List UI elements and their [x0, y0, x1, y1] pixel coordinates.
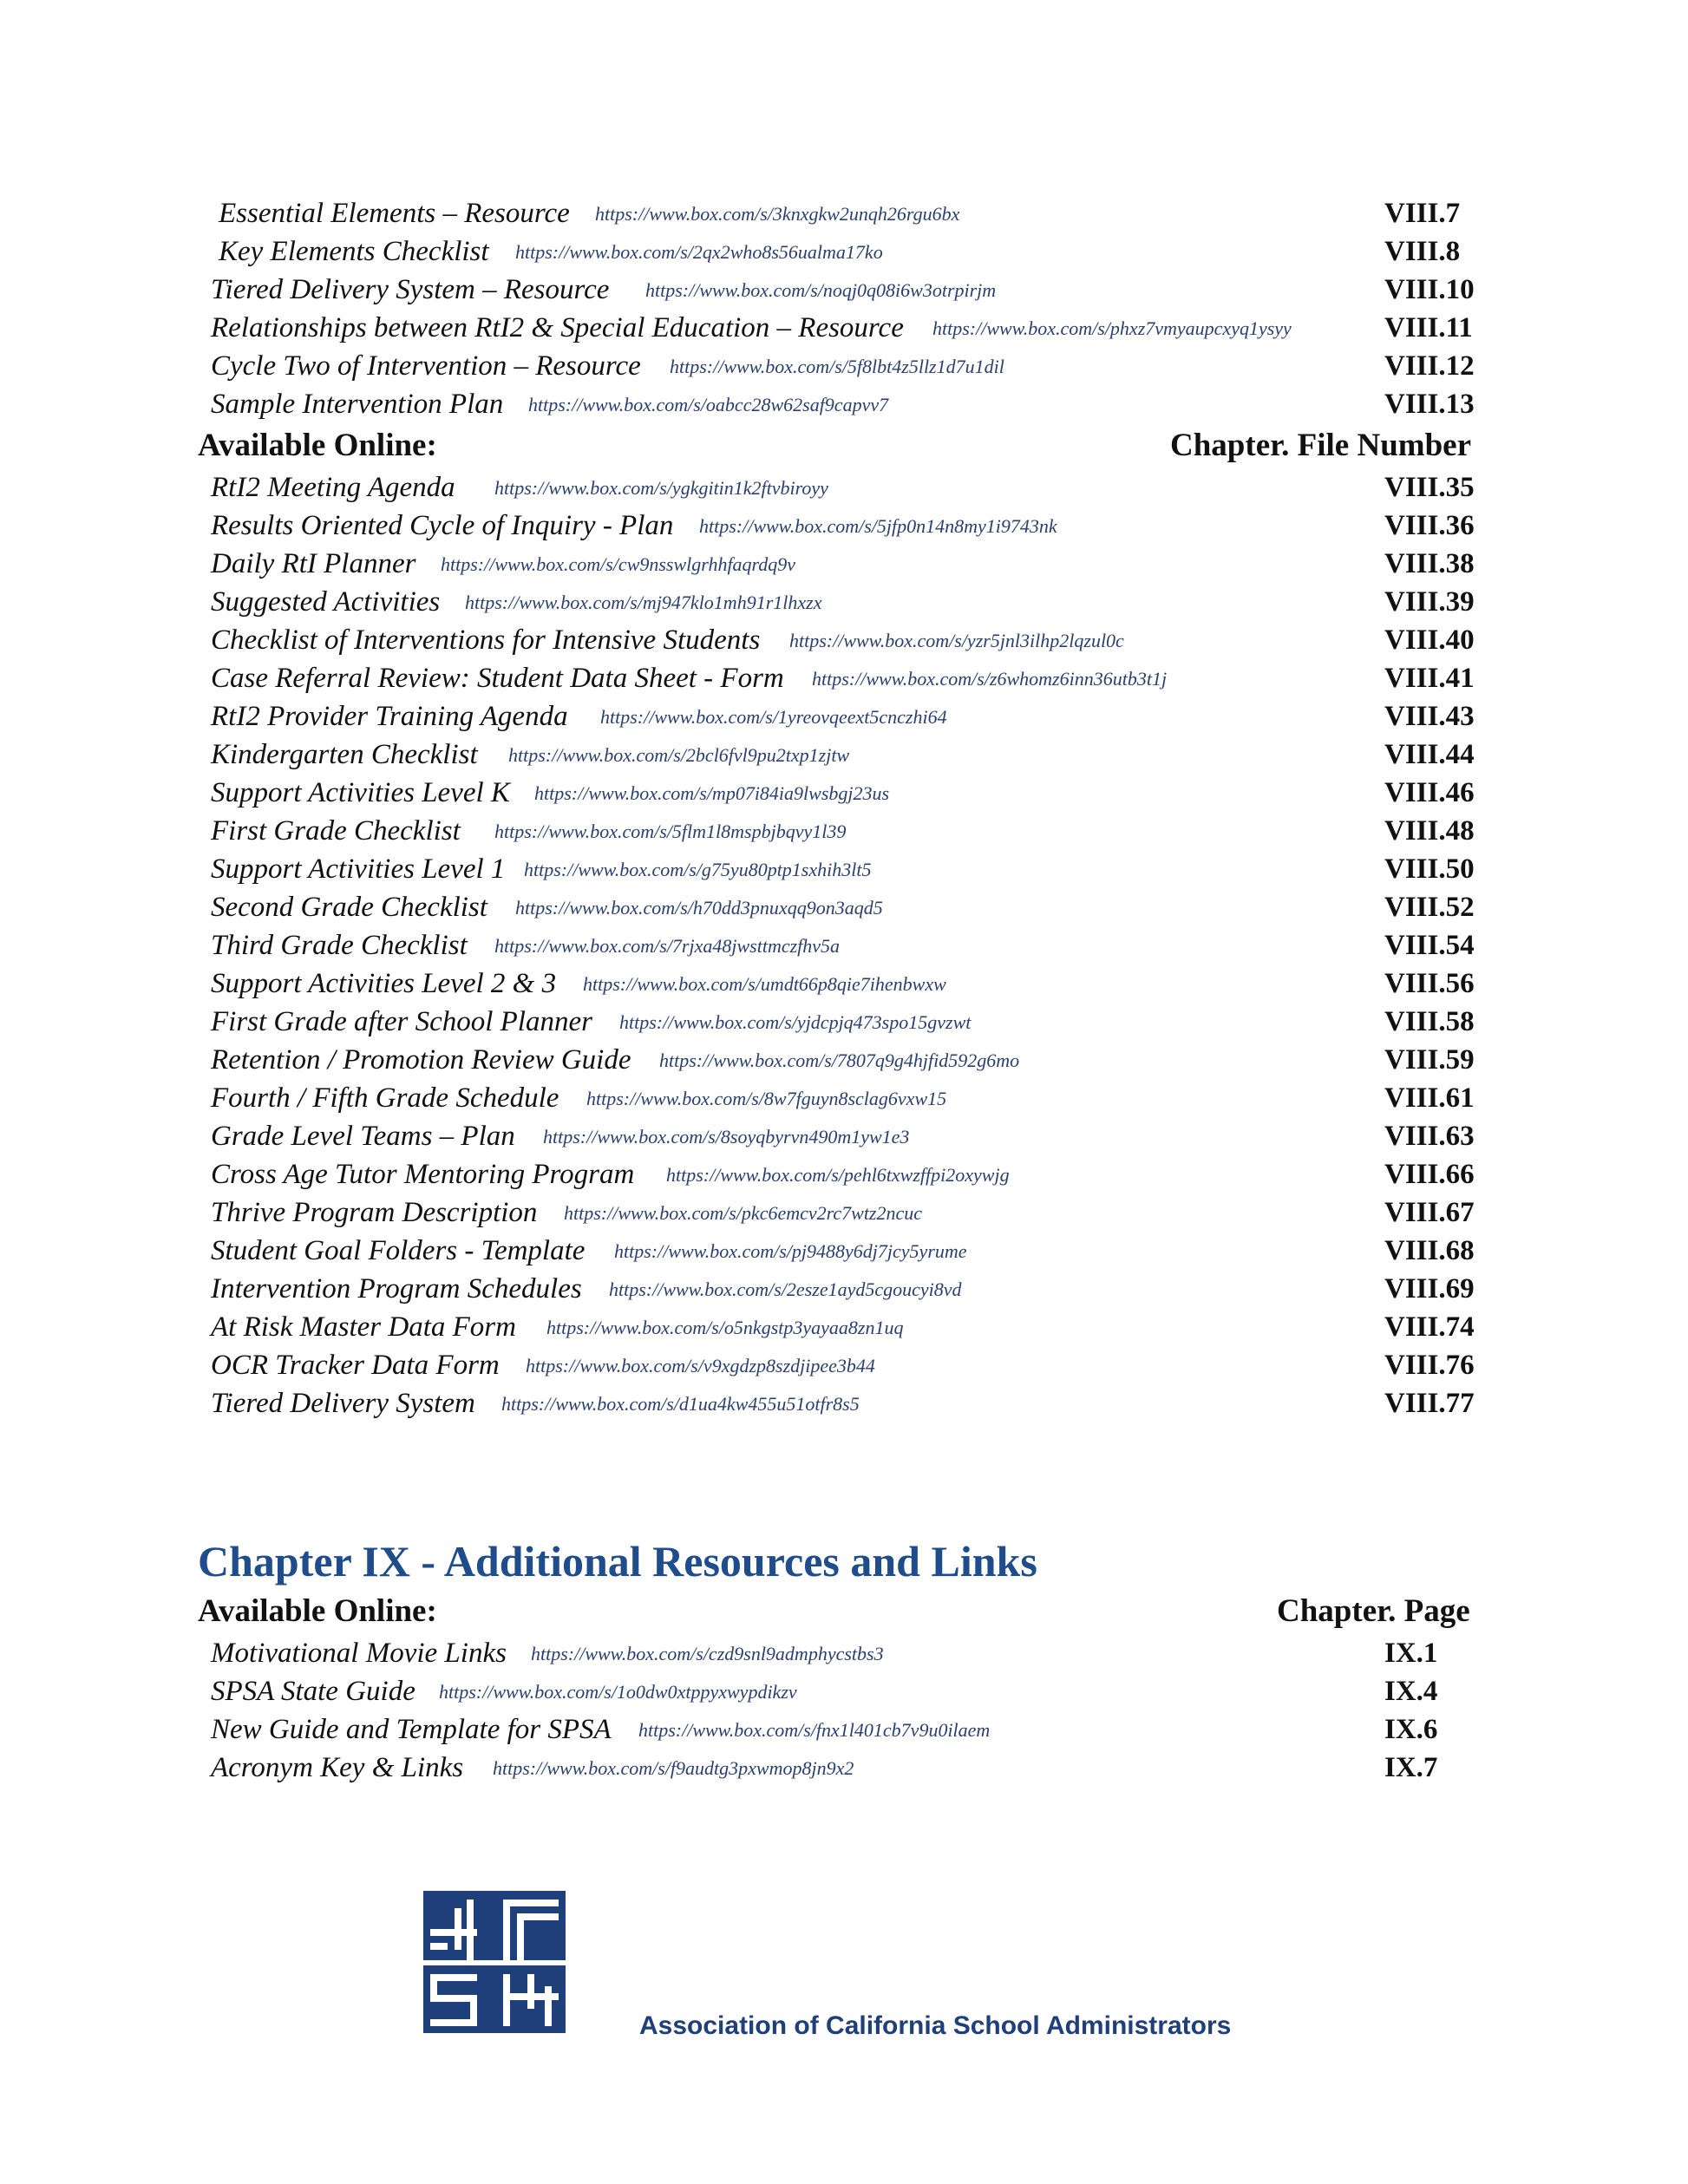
list-item	[0, 659, 1688, 697]
list-item	[0, 271, 1688, 309]
entry-title: Tiered Delivery System	[211, 1388, 475, 1419]
entry-number: VIII.43	[1384, 701, 1475, 732]
list-item	[0, 621, 1688, 659]
entry-link[interactable]: https://www.box.com/s/phxz7vmyaupcxyq1ysyy	[932, 317, 1292, 339]
entry-title: Relationships between RtI2 & Special Education – Resource	[211, 312, 904, 343]
entry-number: VIII.12	[1384, 350, 1475, 382]
list-item	[0, 1346, 1688, 1384]
entry-number: VIII.61	[1384, 1082, 1475, 1114]
entry-link[interactable]: https://www.box.com/s/ygkgitin1k2ftvbiroyy	[494, 477, 828, 499]
entry-title: At Risk Master Data Form	[211, 1311, 516, 1343]
entry-title: Fourth / Fifth Grade Schedule	[211, 1082, 559, 1114]
entry-title: Support Activities Level 1	[211, 853, 506, 885]
list-item	[0, 1634, 1688, 1672]
entry-number: IX.6	[1384, 1714, 1438, 1745]
entry-link[interactable]: https://www.box.com/s/pj9488y6dj7jcy5yrume	[614, 1240, 967, 1262]
list-item	[0, 309, 1688, 347]
entry-number: IX.7	[1384, 1752, 1438, 1783]
entry-number: VIII.44	[1384, 739, 1475, 770]
entry-number: VIII.52	[1384, 892, 1475, 923]
entry-number: VIII.54	[1384, 930, 1475, 961]
list-item	[0, 1749, 1688, 1787]
entry-link[interactable]: https://www.box.com/s/2qx2who8s56ualma17ko	[515, 241, 883, 263]
list-item	[0, 926, 1688, 964]
entry-title: Retention / Promotion Review Guide	[211, 1044, 631, 1076]
entry-link[interactable]: https://www.box.com/s/umdt66p8qie7ihenbwxw	[583, 973, 946, 995]
list-item	[0, 1155, 1688, 1193]
entry-link[interactable]: https://www.box.com/s/2bcl6fvl9pu2txp1zjtw	[508, 744, 850, 766]
entry-number: VIII.39	[1384, 586, 1475, 618]
list-item	[0, 964, 1688, 1003]
list-item	[0, 1308, 1688, 1346]
entry-title: First Grade after School Planner	[211, 1006, 592, 1037]
entry-number: VIII.13	[1384, 389, 1475, 420]
entry-link[interactable]: https://www.box.com/s/cw9nsswlgrhhfaqrdq9v	[441, 553, 796, 575]
entry-link[interactable]: https://www.box.com/s/7807q9g4hjfid592g6mo	[659, 1049, 1020, 1071]
list-item	[0, 736, 1688, 774]
list-item	[0, 1041, 1688, 1079]
list-item	[0, 545, 1688, 583]
chapter-heading: Chapter IX - Additional Resources and Links	[198, 1537, 1037, 1586]
entry-number: VIII.59	[1384, 1044, 1475, 1076]
entry-title: Motivational Movie Links	[211, 1638, 507, 1669]
list-item	[0, 1710, 1688, 1749]
entry-link[interactable]: https://www.box.com/s/yzr5jnl3ilhp2lqzul0c	[789, 630, 1124, 651]
list-item	[0, 1384, 1688, 1422]
entry-link[interactable]: https://www.box.com/s/1yreovqeext5cnczhi64	[600, 706, 947, 728]
entry-title: OCR Tracker Data Form	[211, 1350, 500, 1381]
entry-link[interactable]: https://www.box.com/s/mj947klo1mh91r1lhxzx	[465, 592, 822, 613]
entry-title: Second Grade Checklist	[211, 892, 487, 923]
entry-title: SPSA State Guide	[211, 1676, 415, 1707]
column-heading-file-number: Chapter. File Number	[1170, 428, 1472, 463]
entry-link[interactable]: https://www.box.com/s/5jfp0n14n8my1i9743nk	[699, 515, 1057, 537]
list-item	[0, 1672, 1688, 1710]
entry-number: VIII.69	[1384, 1273, 1475, 1305]
entry-number: VIII.35	[1384, 472, 1475, 503]
entry-link[interactable]: https://www.box.com/s/yjdcpjq473spo15gvzwt	[619, 1011, 972, 1033]
entry-title: Sample Intervention Plan	[211, 389, 504, 420]
list-item	[0, 1003, 1688, 1041]
list-item	[0, 1193, 1688, 1232]
entry-title: Tiered Delivery System – Resource	[211, 274, 610, 305]
entry-number: VIII.67	[1384, 1197, 1475, 1228]
entry-title: Student Goal Folders - Template	[211, 1235, 586, 1266]
entry-title: Essential Elements – Resource	[219, 198, 570, 229]
available-online-heading: Available Online:	[198, 428, 437, 463]
list-item	[0, 232, 1688, 271]
entry-title: Thrive Program Description	[211, 1197, 538, 1228]
list-item	[0, 507, 1688, 545]
entry-title: Grade Level Teams – Plan	[211, 1121, 515, 1152]
available-online-heading: Available Online:	[198, 1593, 437, 1629]
entry-number: VIII.10	[1384, 274, 1475, 305]
entry-title: Support Activities Level K	[211, 777, 510, 808]
list-item	[0, 812, 1688, 850]
entry-number: VIII.68	[1384, 1235, 1475, 1266]
entry-link[interactable]: https://www.box.com/s/5f8lbt4z5llz1d7u1dil	[670, 356, 1004, 377]
entry-link[interactable]: https://www.box.com/s/pkc6emcv2rc7wtz2ncuc	[564, 1202, 923, 1224]
entry-title: Results Oriented Cycle of Inquiry - Plan	[211, 510, 674, 541]
list-item	[0, 1079, 1688, 1117]
entry-title: Cycle Two of Intervention – Resource	[211, 350, 641, 382]
entry-number: VIII.66	[1384, 1159, 1475, 1190]
entry-number: VIII.77	[1384, 1388, 1475, 1419]
entry-title: Intervention Program Schedules	[211, 1273, 582, 1305]
entry-link[interactable]: https://www.box.com/s/f9audtg3pxwmop8jn9x2	[493, 1757, 854, 1779]
entry-number: VIII.7	[1384, 198, 1461, 229]
entry-link[interactable]: https://www.box.com/s/7rjxa48jwsttmczfhv5a	[494, 935, 841, 957]
entry-link[interactable]: https://www.box.com/s/8w7fguyn8sclag6vxw15	[586, 1088, 947, 1109]
entry-link[interactable]: https://www.box.com/s/czd9snl9admphycstbs3	[531, 1643, 884, 1664]
entry-link[interactable]: https://www.box.com/s/v9xgdzp8szdjipee3b44	[526, 1355, 875, 1376]
entry-number: IX.1	[1384, 1638, 1438, 1669]
acsa-logo	[423, 1891, 566, 2033]
entry-link[interactable]: https://www.box.com/s/d1ua4kw455u51otfr8s5	[501, 1393, 860, 1415]
entry-link[interactable]: https://www.box.com/s/mp07i84ia9lwsbgj23us	[534, 782, 890, 804]
entry-number: VIII.8	[1384, 236, 1461, 267]
entry-title: Checklist of Interventions for Intensive Students	[211, 624, 761, 656]
entry-link[interactable]: https://www.box.com/s/o5nkgstp3yayaa8zn1uq	[546, 1317, 904, 1338]
entry-link[interactable]: https://www.box.com/s/h70dd3pnuxqq9on3aqd5	[515, 897, 883, 919]
entry-link[interactable]: https://www.box.com/s/pehl6txwzffpi2oxywjg	[666, 1164, 1010, 1186]
entry-title: Cross Age Tutor Mentoring Program	[211, 1159, 635, 1190]
entry-link[interactable]: https://www.box.com/s/8soyqbyrvn490m1yw1e3	[543, 1126, 910, 1148]
list-item	[0, 1270, 1688, 1308]
entry-title: Daily RtI Planner	[211, 548, 416, 579]
entry-number: VIII.50	[1384, 853, 1475, 885]
entry-link[interactable]: https://www.box.com/s/z6whomz6inn36utb3t1j	[812, 668, 1168, 690]
entry-title: First Grade Checklist	[211, 815, 461, 847]
entry-title: RtI2 Provider Training Agenda	[211, 701, 568, 732]
list-item	[0, 774, 1688, 812]
entry-number: VIII.41	[1384, 663, 1475, 694]
entry-link[interactable]: https://www.box.com/s/3knxgkw2unqh26rgu6bx	[595, 203, 960, 225]
entry-title: Case Referral Review: Student Data Sheet - Form	[211, 663, 784, 694]
entry-number: VIII.36	[1384, 510, 1475, 541]
entry-title: Key Elements Checklist	[219, 236, 489, 267]
list-item	[0, 468, 1688, 507]
entry-number: VIII.58	[1384, 1006, 1475, 1037]
entry-title: RtI2 Meeting Agenda	[211, 472, 455, 503]
entry-number: VIII.56	[1384, 968, 1475, 999]
entry-title: Kindergarten Checklist	[211, 739, 478, 770]
entry-number: VIII.40	[1384, 624, 1475, 656]
list-item	[0, 385, 1688, 423]
entry-number: VIII.46	[1384, 777, 1475, 808]
entry-title: Suggested Activities	[211, 586, 441, 618]
entry-number: VIII.63	[1384, 1121, 1475, 1152]
entry-title: Support Activities Level 2 & 3	[211, 968, 557, 999]
entry-link[interactable]: https://www.box.com/s/oabcc28w62saf9capvv7	[528, 394, 889, 415]
entry-number: VIII.11	[1384, 312, 1473, 343]
list-item	[0, 347, 1688, 385]
entry-number: VIII.38	[1384, 548, 1475, 579]
entry-link[interactable]: https://www.box.com/s/5flm1l8mspbjbqvy1l39	[494, 821, 847, 842]
entry-number: VIII.48	[1384, 815, 1475, 847]
list-item	[0, 850, 1688, 888]
list-item	[0, 583, 1688, 621]
entry-title: New Guide and Template for SPSA	[211, 1714, 612, 1745]
list-item	[0, 697, 1688, 736]
entry-title: Third Grade Checklist	[211, 930, 468, 961]
entry-link[interactable]: https://www.box.com/s/1o0dw0xtppyxwypdikzv	[439, 1681, 797, 1703]
entry-link[interactable]: https://www.box.com/s/2esze1ayd5cgoucyi8vd	[609, 1278, 962, 1300]
column-heading-page: Chapter. Page	[1277, 1593, 1470, 1629]
list-item	[0, 1117, 1688, 1155]
entry-number: IX.4	[1384, 1676, 1438, 1707]
entry-number: VIII.76	[1384, 1350, 1475, 1381]
entry-link[interactable]: https://www.box.com/s/fnx1l401cb7v9u0ilaem	[638, 1719, 991, 1741]
list-item	[0, 1232, 1688, 1270]
organization-name: Association of California School Administrators	[639, 2011, 1232, 2040]
entry-number: VIII.74	[1384, 1311, 1475, 1343]
entry-link[interactable]: https://www.box.com/s/g75yu80ptp1sxhih3lt5	[524, 859, 872, 880]
entry-link[interactable]: https://www.box.com/s/noqj0q08i6w3otrpirjm	[645, 279, 997, 301]
list-item	[0, 194, 1688, 232]
entry-title: Acronym Key & Links	[211, 1752, 464, 1783]
list-item	[0, 888, 1688, 926]
